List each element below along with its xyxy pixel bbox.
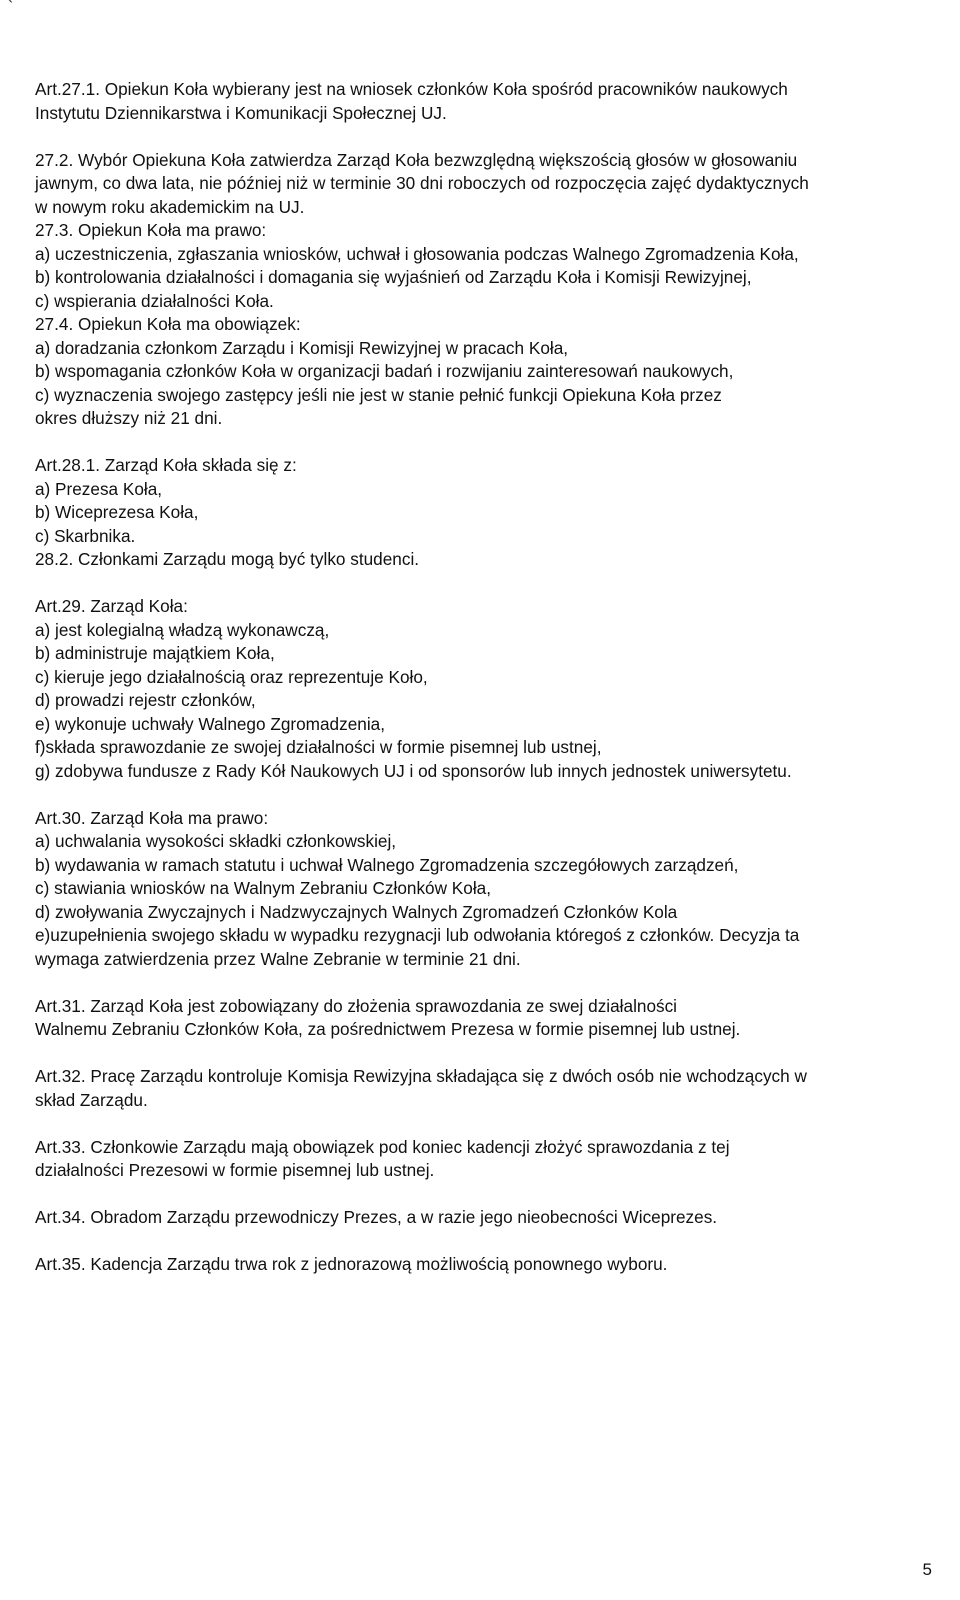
text-line: d) prowadzi rejestr członków,	[35, 690, 256, 710]
text-line: a) uchwalania wysokości składki członkowskiej,	[35, 831, 397, 851]
text-line: Art.29. Zarząd Koła:	[35, 596, 188, 616]
text-line: Art.33. Członkowie Zarządu mają obowiązek pod koniec kadencji złożyć sprawozdania z tej	[35, 1136, 730, 1157]
text-line: Art.27.1. Opiekun Koła wybierany jest na wniosek członków Koła spośród pracowników naukowych	[35, 79, 788, 99]
text-line: Walnemu Zebraniu Członków Koła, za pośrednictwem Prezesa w formie pisemnej lub ustnej.	[35, 1019, 741, 1039]
text-line: c) wyznaczenia swojego zastępcy jeśli nie jest w stanie pełnić funkcji Opiekuna Koła przez	[35, 384, 722, 405]
text-line: Art.35. Kadencja Zarządu trwa rok z jednorazową możliwością ponownego wyboru.	[35, 1254, 668, 1274]
text-line: jawnym, co dwa lata, nie później niż w terminie 30 dni roboczych od rozpoczęcia zajęć dydaktycznych	[35, 173, 809, 193]
paragraph-gap	[35, 1112, 930, 1136]
text-line: 27.2. Wybór Opiekuna Koła zatwierdza Zarząd Koła bezwzględną większością głosów w głosowaniu	[35, 149, 798, 170]
paragraph-gap	[35, 125, 930, 149]
text-line: Art.30. Zarząd Koła ma prawo:	[35, 807, 269, 828]
text-line: skład Zarządu.	[35, 1089, 148, 1110]
text-line: g) zdobywa fundusze z Rady Kół Naukowych UJ i od sponsorów lub innych jednostek uniwersytetu.	[35, 760, 792, 781]
text-line: Art.28.1. Zarząd Koła składa się z:	[35, 455, 297, 475]
text-line: a) Prezesa Koła,	[35, 478, 163, 499]
statute-text	[35, 78, 930, 1277]
paragraph-gap	[35, 1183, 930, 1207]
text-line: Art.32. Pracę Zarządu kontroluje Komisja Rewizyjna składająca się z dwóch osób nie wchodzących w	[35, 1066, 807, 1086]
text-line: b) wspomagania członków Koła w organizacji badań i rozwijaniu zainteresowań naukowych,	[35, 361, 734, 381]
text-line: b) kontrolowania działalności i domagania się wyjaśnień od Zarządu Koła i Komisji Rewizyjnej,	[35, 267, 752, 287]
paragraph-gap	[35, 572, 930, 596]
paragraph-gap	[35, 971, 930, 995]
text-line: c) wspierania działalności Koła.	[35, 290, 274, 311]
corner-mark: `	[8, 0, 14, 16]
text-line: e)uzupełnienia swojego składu w wypadku rezygnacji lub odwołania któregoś z członków. Decyzja ta	[35, 925, 800, 945]
text-line: a) uczestniczenia, zgłaszania wniosków, uchwał i głosowania podczas Walnego Zgromadzenia Koła,	[35, 243, 799, 264]
text-line: f)składa sprawozdanie ze swojej działalności w formie pisemnej lub ustnej,	[35, 737, 602, 757]
text-line: Art.31. Zarząd Koła jest zobowiązany do złożenia sprawozdania ze swej działalności	[35, 995, 678, 1016]
text-line: działalności Prezesowi w formie pisemnej lub ustnej.	[35, 1160, 435, 1180]
text-line: e) wykonuje uchwały Walnego Zgromadzenia,	[35, 713, 385, 734]
text-line: c) Skarbnika.	[35, 525, 136, 546]
text-line: okres dłuższy niż 21 dni.	[35, 408, 223, 428]
paragraph-gap	[35, 783, 930, 807]
paragraph-gap	[35, 431, 930, 455]
text-line: d) zwoływania Zwyczajnych i Nadzwyczajnych Walnych Zgromadzeń Członków Kola	[35, 901, 678, 922]
paragraph-gap	[35, 1230, 930, 1254]
text-line: c) stawiania wniosków na Walnym Zebraniu Członków Koła,	[35, 878, 491, 898]
text-line: b) administruje majątkiem Koła,	[35, 643, 275, 663]
text-line: b) Wiceprezesa Koła,	[35, 502, 199, 522]
text-line: Art.34. Obradom Zarządu przewodniczy Prezes, a w razie jego nieobecności Wiceprezes.	[35, 1207, 718, 1227]
page-number: 5	[922, 1560, 932, 1579]
text-line: 28.2. Członkami Zarządu mogą być tylko studenci.	[35, 549, 420, 569]
text-line: 27.4. Opiekun Koła ma obowiązek:	[35, 314, 301, 334]
text-line: c) kieruje jego działalnością oraz reprezentuje Koło,	[35, 666, 428, 687]
text-line: wymaga zatwierdzenia przez Walne Zebranie w terminie 21 dni.	[35, 948, 521, 969]
text-line: a) doradzania członkom Zarządu i Komisji Rewizyjnej w pracach Koła,	[35, 337, 569, 358]
text-line: 27.3. Opiekun Koła ma prawo:	[35, 220, 267, 240]
text-line: b) wydawania w ramach statutu i uchwał Walnego Zgromadzenia szczegółowych zarządzeń,	[35, 854, 739, 875]
paragraph-gap	[35, 1042, 930, 1066]
text-line: w nowym roku akademickim na UJ.	[35, 196, 305, 217]
text-line: a) jest kolegialną władzą wykonawczą,	[35, 619, 330, 640]
text-line: Instytutu Dziennikarstwa i Komunikacji Społecznej UJ.	[35, 102, 447, 123]
